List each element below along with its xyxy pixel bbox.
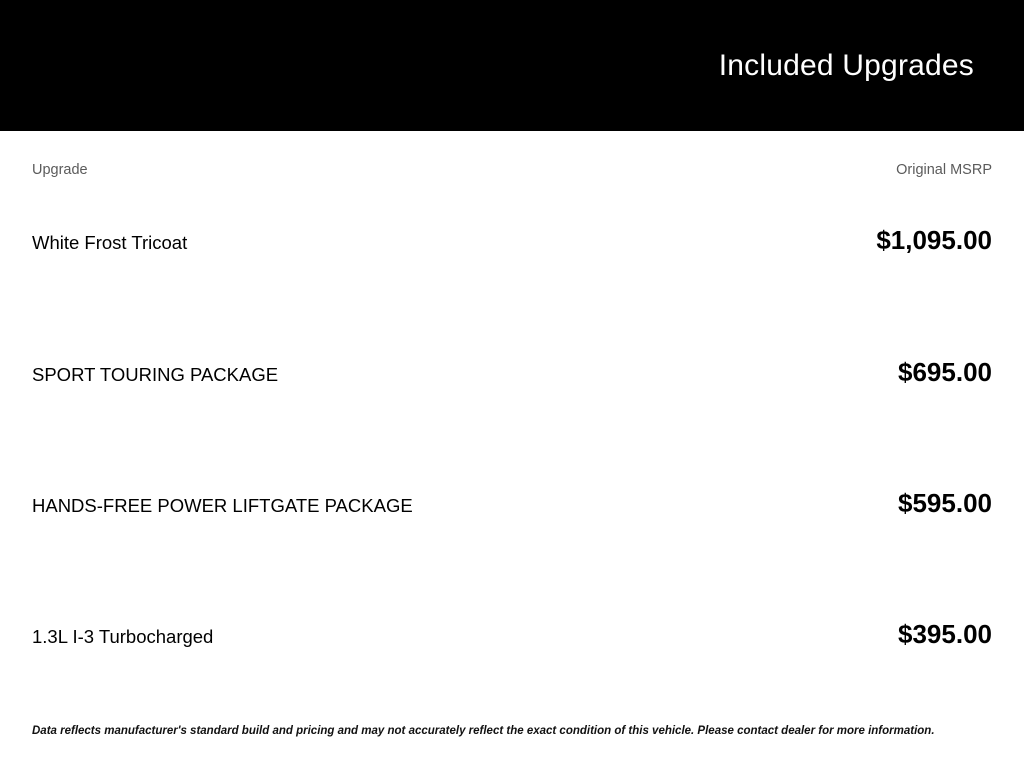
column-header-original-msrp: Original MSRP <box>896 162 992 178</box>
upgrade-name: White Frost Tricoat <box>32 232 188 253</box>
upgrade-name: HANDS-FREE POWER LIFTGATE PACKAGE <box>32 495 413 516</box>
upgrade-price: $395.00 <box>898 619 992 649</box>
table-row <box>32 178 992 309</box>
column-header-upgrade: Upgrade <box>32 162 88 178</box>
table-column-headers <box>32 162 992 178</box>
upgrade-name: 1.3L I-3 Turbocharged <box>32 626 214 647</box>
upgrades-content <box>0 131 1024 768</box>
upgrade-name: SPORT TOURING PACKAGE <box>32 364 279 385</box>
disclaimer-text: Data reflects manufacturer's standard build and pricing and may not accurately reflect the exact condition of this vehicle. Please contact dealer for more information. <box>32 725 935 737</box>
upgrade-price: $1,095.00 <box>876 225 992 255</box>
upgrade-price: $695.00 <box>898 357 992 387</box>
page-title: Included Upgrades <box>718 48 974 82</box>
upgrades-list <box>32 178 992 702</box>
table-row <box>32 440 992 571</box>
table-row <box>32 571 992 702</box>
upgrade-price: $595.00 <box>898 488 992 518</box>
page-header <box>0 0 1024 131</box>
table-row <box>32 309 992 440</box>
